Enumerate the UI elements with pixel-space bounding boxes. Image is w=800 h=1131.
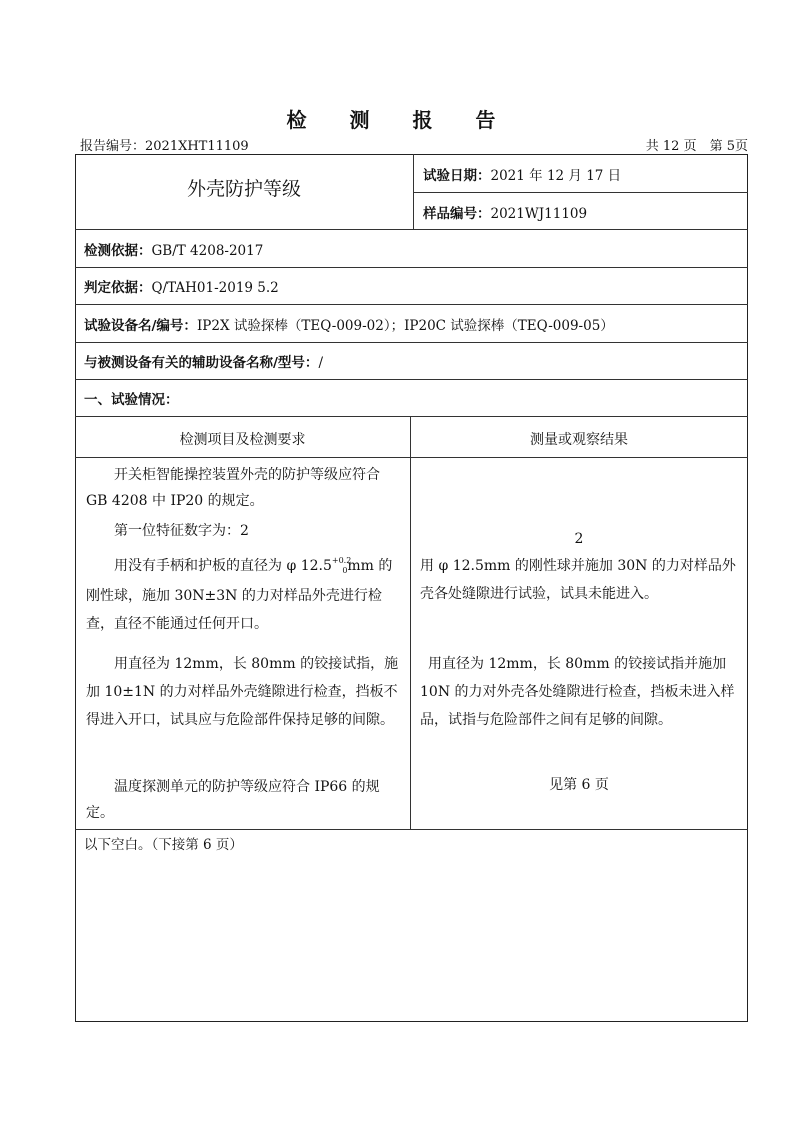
- report-number: 报告编号：2021XHT11109: [80, 139, 249, 154]
- situation-label: 一、试验情况：: [84, 392, 179, 408]
- equipment-value: IP2X 试验探棒（TEQ-009-02）；IP20C 试验探棒（TEQ-009-05）: [196, 318, 614, 334]
- requirement-test-finger: 用直径为 12mm，长 80mm 的铰接试指，施加 10±1N 的力对样品外壳缝隙进行检查，挡板不得进入开口，试具应与危险部件保持足够的间隙。: [86, 656, 399, 728]
- result-first-digit: 2: [574, 531, 584, 547]
- basis-label: 检测依据：: [84, 243, 152, 259]
- divider: [75, 342, 748, 343]
- equipment-label: 试验设备名/编号：: [84, 318, 197, 334]
- divider: [410, 416, 411, 829]
- sphere-text-b: mm 的刚性球，施加 30N±3N 的力对样品外壳进行检查，直径不能通过任何开口。: [86, 558, 393, 632]
- divider: [75, 829, 748, 830]
- sphere-text-a: 用没有手柄和护板的直径为 φ 12.5: [114, 558, 332, 574]
- criteria-label: 判定依据：: [84, 280, 152, 296]
- blank-note: 以下空白。（下接第 6 页）: [84, 837, 243, 853]
- requirement-ip66: 温度探测单元的防护等级应符合 IP66 的规定。: [86, 779, 380, 821]
- basis-value: GB/T 4208-2017: [151, 243, 264, 259]
- sample-no-label: 样品编号：: [423, 206, 491, 222]
- aux-row: [84, 351, 323, 371]
- section-title: 外壳防护等级: [186, 178, 301, 200]
- divider: [413, 192, 748, 193]
- divider: [75, 229, 748, 230]
- divider: [413, 154, 414, 229]
- document-title: 检 测 报 告: [286, 108, 514, 132]
- basis-row: [84, 239, 263, 259]
- requirement-ip-grade: 开关柜智能操控装置外壳的防护等级应符合 GB 4208 中 IP20 的规定。: [86, 467, 380, 509]
- divider: [75, 304, 748, 305]
- criteria-value: Q/TAH01-2019 5.2: [151, 280, 279, 296]
- equipment-row: [84, 314, 614, 334]
- aux-label: 与被测设备有关的辅助设备名称/型号：: [84, 355, 319, 371]
- result-rigid-sphere: 用 φ 12.5mm 的刚性球并施加 30N 的力对样品外壳各处缝隙进行试验，试具未能进入。: [420, 558, 736, 602]
- tolerance-lower: 0: [342, 566, 348, 575]
- requirement-first-digit: 第一位特征数字为：2: [114, 523, 249, 539]
- requirement-rigid-sphere: [86, 552, 404, 638]
- right-column-header: 测量或观察结果: [530, 432, 628, 448]
- result-ip66-reference: 见第 6 页: [549, 777, 609, 793]
- result-test-finger: 用直径为 12mm，长 80mm 的铰接试指并施加 10N 的力对外壳各处缝隙进行检查，挡板未进入样品，试指与危险部件之间有足够的间隙。: [420, 656, 735, 728]
- test-date-value: 2021 年 12 月 17 日: [490, 168, 622, 184]
- divider: [75, 379, 748, 380]
- test-date-row: [423, 164, 621, 184]
- sample-no-row: [423, 202, 587, 222]
- test-date-label: 试验日期：: [423, 168, 491, 184]
- divider: [75, 416, 748, 417]
- tolerance-upper: +0.2: [331, 556, 352, 565]
- left-column-header: 检测项目及检测要求: [179, 432, 306, 448]
- divider: [75, 267, 748, 268]
- criteria-row: [84, 276, 279, 296]
- aux-value: /: [318, 355, 323, 371]
- page-count: 共 12 页 第 5页: [645, 139, 748, 154]
- divider: [75, 457, 748, 458]
- sample-no-value: 2021WJ11109: [490, 206, 588, 222]
